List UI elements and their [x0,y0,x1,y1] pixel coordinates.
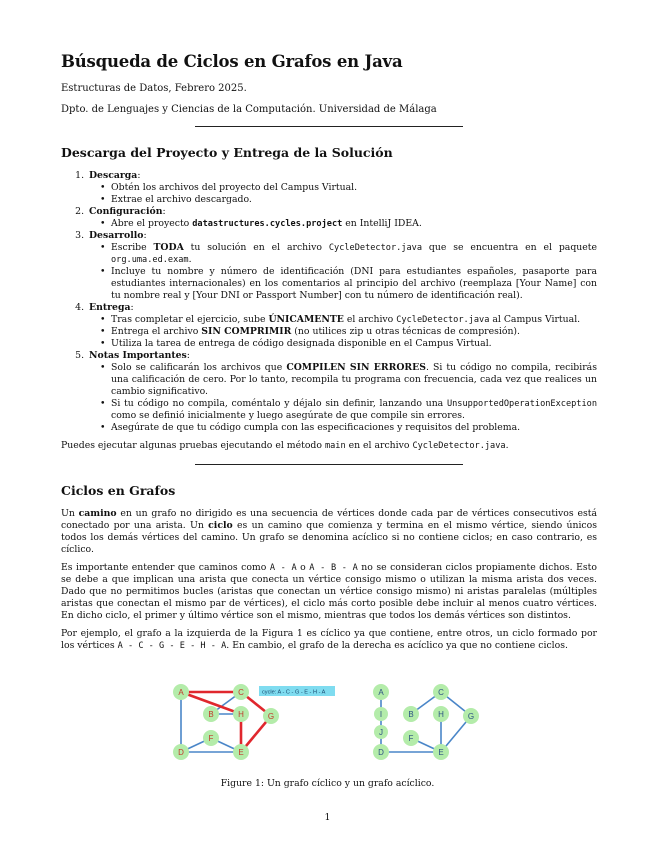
node-label: C [438,688,444,697]
list-item: • Extrae el archivo descargado. [111,194,597,206]
cycle-label: cycle: A - C - G - E - H - A [262,689,326,696]
run-tests-note: Puedes ejecutar algunas pruebas ejecutando el método main en el archivo CycleDetector.java. [61,440,509,451]
step-label: Notas Importantes [89,350,187,361]
node-label: H [438,710,444,719]
node-label: A [378,688,384,697]
steps-list [61,170,597,434]
node-label: G [267,712,275,721]
step-download: 1. Descarga: • Obtén los archivos del proyecto del Campus Virtual. • Extrae el archivo descargado. [87,170,597,206]
node-label: B [408,710,414,719]
list-item: • Si tu código no compila, coméntalo y déjalo sin definir, lanzando una UnsupportedOperationException como se definió inicialmente y luego asegúrate de que compile sin errores. [111,398,597,422]
node-label: F [408,734,414,743]
list-item: • Utiliza la tarea de entrega de código designada disponible en el Campus Virtual. [111,338,597,350]
node-label: A [178,688,184,697]
list-item: • Escribe TODA tu solución en el archivo CycleDetector.java que se encuentra en el paquete org.uma.ed.exam. [111,242,597,266]
list-item: • Solo se calificarán los archivos que COMPILEN SIN ERRORES. Si tu código no compila, recibirás una calificación de cero. Por lo tanto, recompila tu programa con frecuencia, cada vez que realices un cambio significativo. [111,362,597,398]
section-heading-delivery: Descarga del Proyecto y Entrega de la Solución [61,145,393,160]
node-label: C [238,688,244,697]
node-label: B [208,710,214,719]
list-item: • Asegúrate de que tu código cumpla con las especificaciones y requisitos del problema. [111,422,597,434]
list-item: • Entrega el archivo SIN COMPRIMIR (no utilices zip u otras técnicas de compresión). [111,326,597,338]
node-label: D [178,748,184,757]
node-label: J [379,728,383,737]
node-label: D [378,748,384,757]
course-line: Estructuras de Datos, Febrero 2025. [61,83,247,94]
node-label: F [208,734,214,743]
list-item: • Obtén los archivos del proyecto del Campus Virtual. [111,182,597,194]
separator-rule [195,126,463,127]
step-label: Descarga [89,170,138,181]
section-heading-cycles: Ciclos en Grafos [61,483,176,498]
inline-code: CycleDetector.java [328,243,422,253]
paragraph-example: Por ejemplo, el grafo a la izquierda de la Figura 1 es cíclico ya que contiene, entre otros, un ciclo formado por los vértices A - C - G - E - H - A. En cambio, el grafo de la derecha es acíclico ya que no contiene ciclos. [61,628,597,651]
acyclic-graph [373,684,479,760]
inline-code: CycleDetector.java [412,441,506,451]
cyclic-graph [173,684,335,760]
paragraph-definition: Un camino en un grafo no dirigido es una secuencia de vértices donde cada par de vértices consecutivos está conectado por una arista. Un ciclo es un camino que comienza y termina en el mismo vértice, siendo únicos todos los demás vértices del camino. Un grafo se denomina acíclico si no contiene ciclos; en caso contrario, es cíclico. [61,508,597,555]
inline-code: main [324,441,346,451]
step-label: Configuración [89,206,163,217]
department-line: Dpto. de Lenguajes y Ciencias de la Computación. Universidad de Málaga [61,104,437,115]
node-label: E [238,748,244,757]
step-development: 3. Desarrollo: • Escribe TODA tu solución en el archivo CycleDetector.java que se encuentra en el paquete org.uma.ed.exam. • Incluye tu nombre y número de identificación (DNI para estudiantes españoles, pasaporte para estudiantes internacionales) en los comentarios al principio del archivo (reemplaza [Your Name] con tu nombre real y [Your DNI or Passport Number] con tu número de identificación real). [87,230,597,302]
step-notes: 5. Notas Importantes: • Solo se calificarán los archivos que COMPILEN SIN ERRORES. Si tu código no compila, recibirás una calificación de cero. Por lo tanto, recompila tu programa con frecuencia, cada vez que realices un cambio significativo. • Si tu código no compila, coméntalo y déjalo sin definir, lanzando una UnsupportedOperationException como se definió inicialmente y luego asegúrate de que compile sin errores. • Asegúrate de que tu código cumpla con las especificaciones y requisitos del problema. [87,350,597,434]
list-item: • Tras completar el ejercicio, sube ÚNICAMENTE el archivo CycleDetector.java al Campus Virtual. [111,314,597,326]
node-label: E [438,748,444,757]
inline-code: CycleDetector.java [396,315,490,325]
figure-caption: Figure 1: Un grafo cíclico y un grafo acíclico. [220,778,435,789]
step-label: Desarrollo [89,230,144,241]
node-label: I [379,710,383,719]
document-title: Búsqueda de Ciclos en Grafos en Java [61,52,403,71]
list-item: • Incluye tu nombre y número de identificación (DNI para estudiantes españoles, pasaporte para estudiantes internacionales) en los comentarios al principio del archivo (reemplaza [Your Name] con tu nombre real y [Your DNI or Passport Number] con tu número de identificación real). [111,266,597,302]
node-label: H [238,710,244,719]
step-label: Entrega [89,302,131,313]
step-config: 2. Configuración: • Abre el proyecto datastructures.cycles.project en IntelliJ IDEA. [87,206,597,230]
separator-rule [195,464,463,465]
graph-figure [105,676,505,772]
step-submission: 4. Entrega: • Tras completar el ejercicio, sube ÚNICAMENTE el archivo CycleDetector.java al Campus Virtual. • Entrega el archivo SIN COMPRIMIR (no utilices zip u otras técnicas de compresión). • Utiliza la tarea de entrega de código designada disponible en el Campus Virtual. [87,302,597,350]
node-label: G [467,712,475,721]
inline-code: org.uma.ed.exam [111,255,189,265]
document-page [61,52,597,658]
page-number: 1 [324,812,331,823]
list-item: • Abre el proyecto datastructures.cycles.project en IntelliJ IDEA. [111,218,597,230]
inline-code: datastructures.cycles.project [192,219,343,229]
paragraph-paths: Es importante entender que caminos como A - A o A - B - A no se consideran ciclos propiamente dichos. Esto se debe a que implican una arista que conecta un vértice consigo mismo o utilizan la misma arista dos veces. Dado que no permitimos bucles (aristas que conectan un vértice consigo mismo) ni aristas paralelas (múltiples aristas que conectan el mismo par de vértices), el ciclo más corto posible debe incluir al menos cuatro vértices. En dicho ciclo, el primer y último vértice son el mismo, mientras que todos los demás vértices son distintos. [61,562,597,621]
inline-code: UnsupportedOperationException [446,399,597,409]
